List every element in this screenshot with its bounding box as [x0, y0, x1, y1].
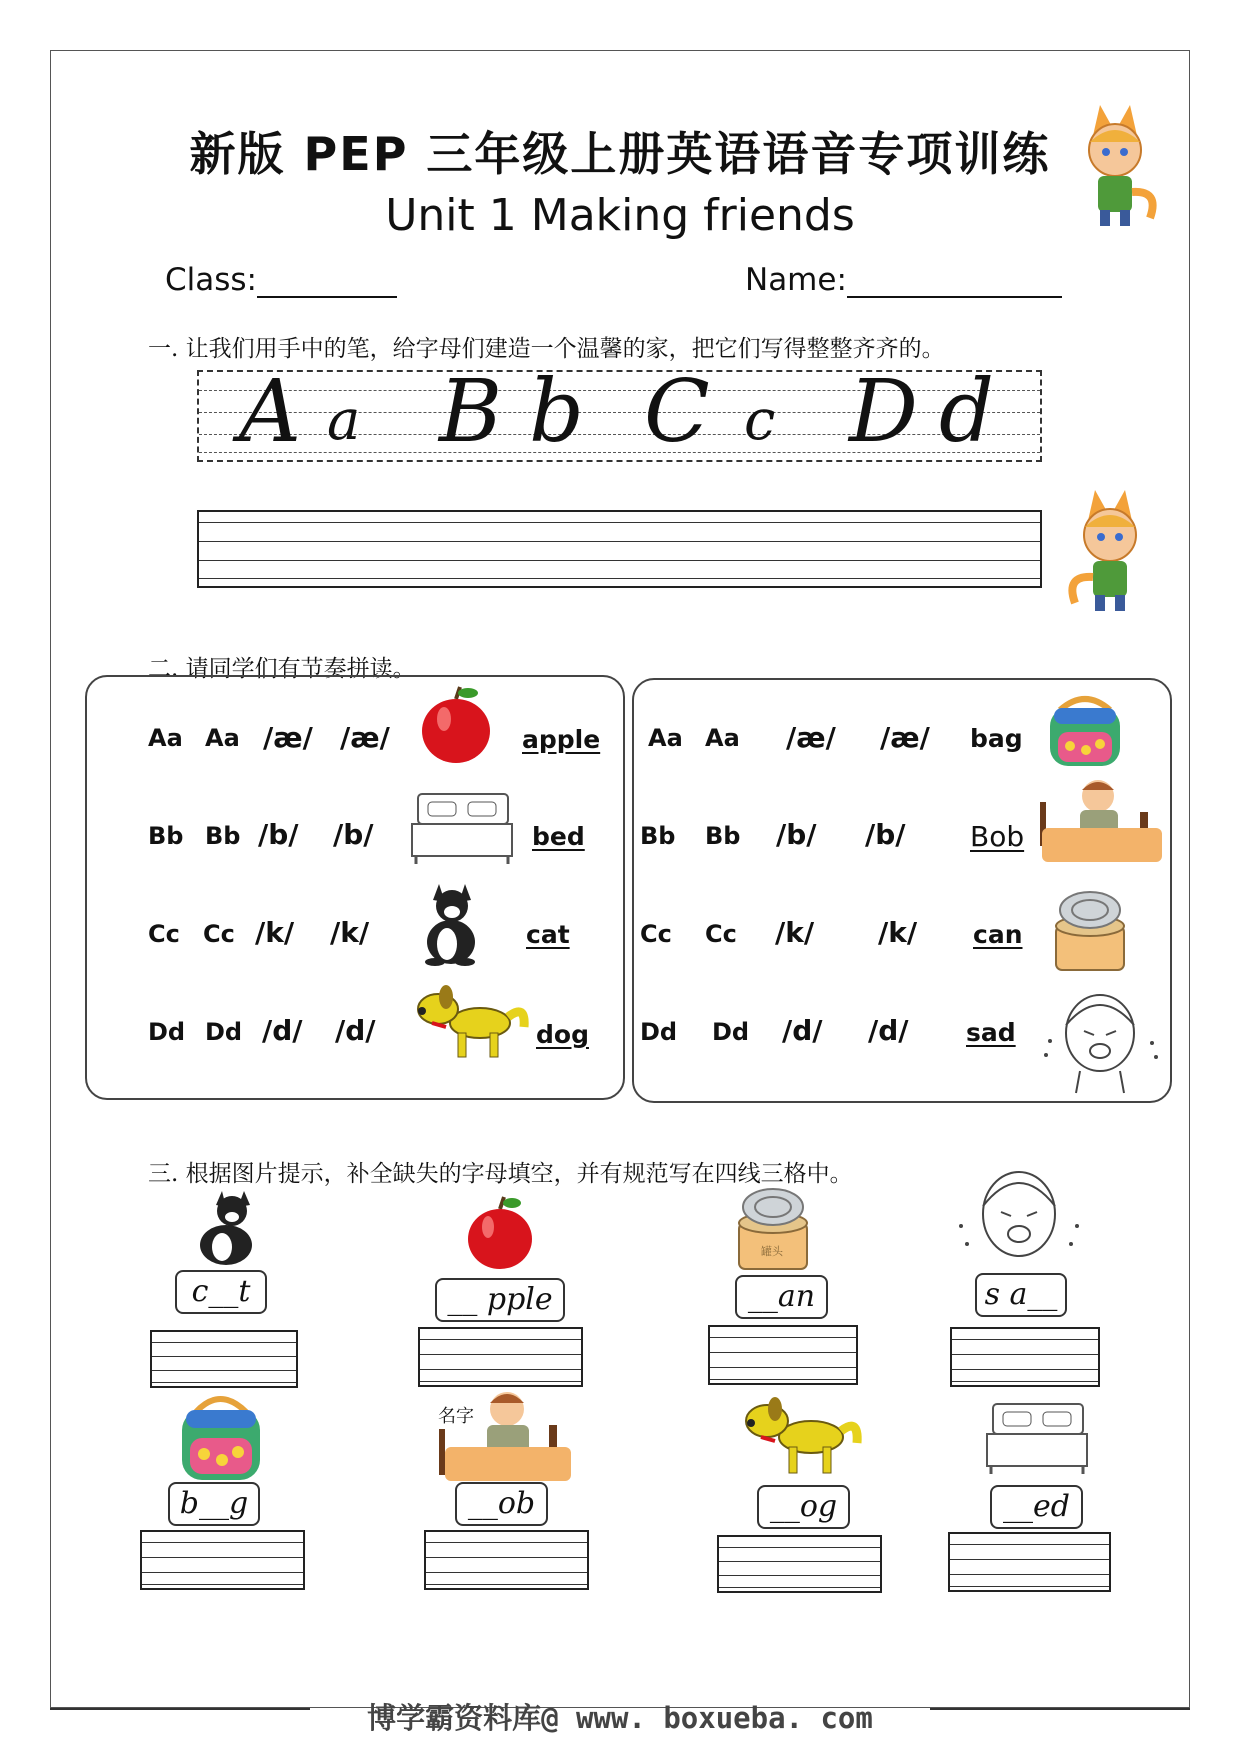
- footer-watermark: 博学霸资料库@ www. boxueba. com: [367, 1701, 873, 1735]
- bag-icon: [170, 1390, 270, 1486]
- writing-lines[interactable]: [708, 1325, 858, 1385]
- phoneme: /k/: [330, 916, 370, 949]
- class-field[interactable]: [165, 262, 397, 298]
- fill-blank-can[interactable]: __an: [735, 1275, 828, 1319]
- name-field[interactable]: [745, 262, 1062, 298]
- name-label: Name:: [745, 262, 847, 298]
- word-cat: cat: [526, 920, 570, 949]
- cat-icon: [415, 878, 485, 968]
- word-dog: dog: [536, 1020, 589, 1049]
- fill-blank-cat[interactable]: c__t: [175, 1270, 267, 1314]
- letter-pair: Aa: [148, 724, 183, 752]
- phoneme: /k/: [775, 916, 815, 949]
- boy-in-bed-icon: [1040, 772, 1164, 868]
- word-bag: bag: [970, 724, 1023, 753]
- model-letter-b: b: [529, 362, 585, 462]
- letter-pair: Bb: [640, 822, 676, 850]
- letter-pair: Aa: [648, 724, 683, 752]
- sad-face-icon: [945, 1160, 1093, 1280]
- word-bob: Bob: [970, 820, 1025, 853]
- model-letter-c: c: [744, 388, 776, 453]
- phoneme: /æ/: [263, 721, 313, 754]
- can-icon: [733, 1185, 813, 1277]
- phoneme: /æ/: [786, 721, 836, 754]
- word-apple: apple: [522, 725, 601, 754]
- letter-pair: Bb: [705, 822, 741, 850]
- can-label: 罐头: [761, 1245, 783, 1258]
- letter-pair: Dd: [712, 1018, 750, 1046]
- letter-pair: Dd: [640, 1018, 678, 1046]
- letter-pair: Cc: [203, 920, 235, 948]
- dog-icon: [408, 983, 530, 1063]
- practice-writing-lines[interactable]: [197, 510, 1042, 588]
- class-label: Class:: [165, 262, 258, 298]
- phoneme: /k/: [878, 916, 918, 949]
- phoneme: /d/: [782, 1014, 823, 1047]
- phoneme: /b/: [865, 818, 906, 851]
- fox-mascot-icon: [1065, 485, 1155, 615]
- writing-lines[interactable]: [150, 1330, 298, 1388]
- fill-blank-bag[interactable]: b__g: [168, 1482, 260, 1526]
- word-can: can: [973, 920, 1023, 949]
- model-letter-a: a: [327, 388, 361, 453]
- bag-icon: [1040, 690, 1130, 770]
- boy-in-bed-icon: [435, 1385, 575, 1485]
- bed-icon: [410, 790, 515, 866]
- letter-pair: Aa: [205, 724, 240, 752]
- phoneme: /æ/: [340, 721, 390, 754]
- apple-icon: [466, 1195, 534, 1271]
- apple-icon: [420, 685, 492, 765]
- word-sad: sad: [966, 1018, 1016, 1047]
- letter-pair: Dd: [148, 1018, 186, 1046]
- model-letter-d: d: [939, 362, 995, 462]
- letter-pair: Dd: [205, 1018, 243, 1046]
- writing-lines[interactable]: [418, 1327, 583, 1387]
- sad-face-icon: [1040, 985, 1160, 1095]
- dog-icon: [735, 1395, 863, 1479]
- phoneme: /b/: [258, 818, 299, 851]
- fill-blank-sad[interactable]: s a__: [975, 1273, 1067, 1317]
- fill-blank-bob[interactable]: __ob: [455, 1482, 548, 1526]
- letter-pair: Aa: [705, 724, 740, 752]
- phoneme: /b/: [776, 818, 817, 851]
- letter-pair: Bb: [148, 822, 184, 850]
- fill-blank-apple[interactable]: __ pple: [435, 1278, 565, 1322]
- letter-pair: Cc: [640, 920, 672, 948]
- word-bed: bed: [532, 822, 585, 851]
- section-2-heading: 二. 请同学们有节奏拼读。: [148, 656, 416, 682]
- name-label-text: 名字: [438, 1406, 474, 1427]
- writing-lines[interactable]: [950, 1327, 1100, 1387]
- phoneme: /b/: [333, 818, 374, 851]
- unit-title: Unit 1 Making friends: [385, 190, 855, 241]
- model-letter-D: D: [849, 362, 918, 462]
- letter-pair: Cc: [705, 920, 737, 948]
- worksheet-title: 新版 PEP 三年级上册英语语音专项训练: [189, 127, 1051, 181]
- letter-pair: Bb: [205, 822, 241, 850]
- bed-icon: [985, 1400, 1090, 1476]
- cat-icon: [192, 1185, 262, 1271]
- section-1-heading: 一. 让我们用手中的笔，给字母们建造一个温馨的家，把它们写得整整齐齐的。: [148, 336, 945, 362]
- model-letter-A: A: [239, 362, 302, 462]
- fill-blank-bed[interactable]: __ed: [990, 1485, 1083, 1529]
- model-letter-B: B: [439, 362, 503, 462]
- phoneme: /d/: [262, 1014, 303, 1047]
- writing-lines[interactable]: [140, 1530, 305, 1590]
- phoneme: /æ/: [880, 721, 930, 754]
- fill-blank-dog[interactable]: __og: [757, 1485, 850, 1529]
- phoneme: /k/: [255, 916, 295, 949]
- phoneme: /d/: [868, 1014, 909, 1047]
- phoneme: /d/: [335, 1014, 376, 1047]
- writing-lines[interactable]: [948, 1532, 1111, 1592]
- writing-lines[interactable]: [424, 1530, 589, 1590]
- letter-pair: Cc: [148, 920, 180, 948]
- section-3-heading: 三. 根据图片提示，补全缺失的字母填空，并有规范写在四线三格中。: [148, 1161, 853, 1187]
- letter-model-box: [197, 362, 1042, 462]
- can-icon: [1050, 890, 1130, 980]
- model-letter-C: C: [644, 362, 710, 462]
- writing-lines[interactable]: [717, 1535, 882, 1593]
